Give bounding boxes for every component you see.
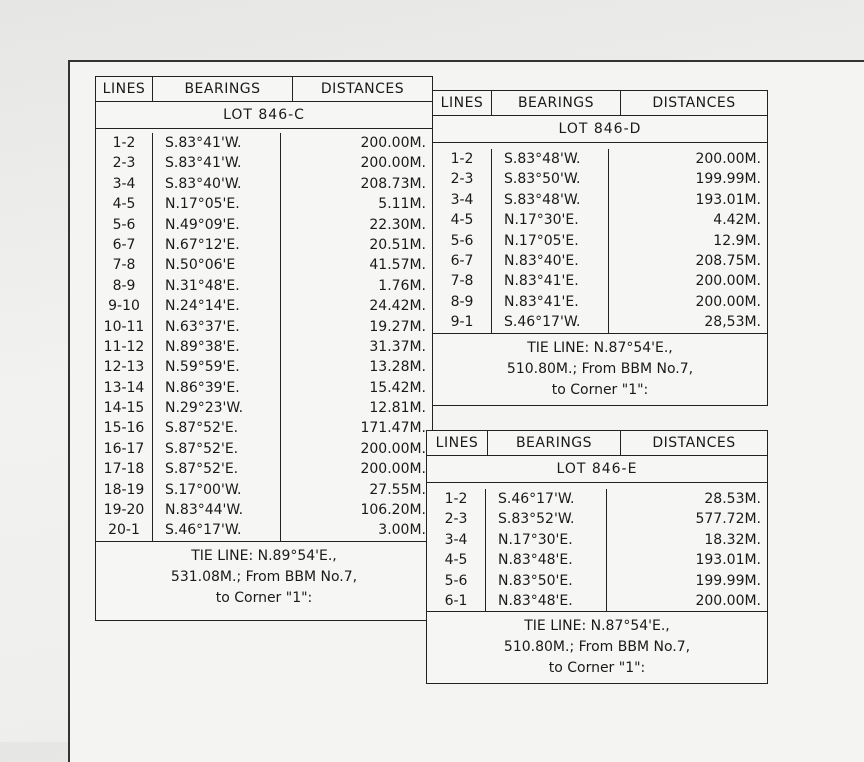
cell: N.83°48'E.: [498, 552, 573, 569]
cell: 200.00M.: [695, 151, 761, 167]
table-body: [433, 143, 767, 333]
cell: 208.75M.: [695, 252, 761, 269]
lines-header: LINES: [433, 91, 492, 115]
bearings-header: BEARINGS: [488, 431, 621, 455]
cell: 6-1: [444, 592, 468, 609]
bearings-column: [492, 149, 609, 333]
cell: 13-14: [103, 379, 145, 396]
cell: 6-7: [450, 252, 474, 269]
cell: 7-8: [450, 273, 474, 290]
cell: 20.51M.: [369, 236, 426, 253]
cell: S.17°00'W.: [165, 481, 242, 498]
cell: 2-3: [444, 511, 468, 528]
cell: 1-2: [444, 491, 468, 507]
cell: 24.42M.: [369, 298, 426, 315]
cell: 5.11M.: [378, 196, 426, 213]
cell: 200.00M.: [360, 461, 426, 478]
tie-line-note: [427, 611, 767, 683]
cell: N.17°30'E.: [504, 212, 579, 229]
cell: N.89°38'E.: [165, 338, 240, 355]
cell: 200.00M.: [695, 592, 761, 609]
lines-column: [96, 133, 153, 541]
cell: 28.53M.: [704, 491, 761, 507]
cell: 200.00M.: [360, 135, 426, 151]
cell: N.83°41'E.: [504, 293, 579, 310]
cell: S.46°17'W.: [498, 491, 575, 507]
cell: 7-8: [112, 257, 136, 274]
cell: N.59°59'E.: [165, 359, 240, 376]
cell: 10-11: [103, 318, 145, 335]
cell: S.83°41'W.: [165, 155, 242, 172]
cell: 11-12: [103, 338, 145, 355]
lines-header: LINES: [96, 77, 153, 101]
lines-column: [433, 149, 492, 333]
lines-header: LINES: [427, 431, 488, 455]
distances-header: DISTANCES: [652, 435, 736, 451]
cell: 12-13: [103, 359, 145, 376]
cell: N.67°12'E.: [165, 236, 240, 253]
cell: 28,53M.: [704, 314, 761, 331]
cell: S.83°40'W.: [165, 175, 242, 192]
cell: 106.20M.: [360, 502, 426, 519]
cell: N.17°05'E.: [165, 196, 240, 213]
cell: 41.57M.: [369, 257, 426, 274]
cell: 5-6: [450, 232, 474, 249]
cell: 12.81M.: [369, 400, 426, 417]
cell: S.87°52'E.: [165, 461, 239, 478]
cell: 2-3: [450, 171, 474, 188]
cell: N.83°50'E.: [498, 572, 573, 589]
cell: to Corner "1":: [551, 381, 649, 398]
cell: 171.47M.: [360, 420, 426, 437]
cell: N.31°48'E.: [165, 277, 240, 294]
cell: 2-3: [112, 155, 136, 172]
cell: 193.01M.: [695, 191, 761, 208]
cell: 17-18: [103, 461, 145, 478]
cell: 4-5: [112, 196, 136, 213]
cell: 510.80M.; From BBM No.7,: [503, 639, 691, 656]
cell: 200.00M.: [695, 293, 761, 310]
cell: 6-7: [112, 236, 136, 253]
cell: N.49°09'E.: [165, 216, 240, 233]
cell: 531.08M.; From BBM No.7,: [170, 568, 358, 585]
cell: 193.01M.: [695, 552, 761, 569]
cell: S.87°52'E.: [165, 420, 239, 437]
cell: 1-2: [112, 135, 136, 151]
cell: 510.80M.; From BBM No.7,: [506, 360, 694, 377]
table-lot-846-d: [432, 90, 768, 406]
cell: N.17°05'E.: [504, 232, 579, 249]
cell: 577.72M.: [695, 511, 761, 528]
cell: 19-20: [103, 502, 145, 519]
cell: 5-6: [112, 216, 136, 233]
lot-title: LOT 846-C: [96, 102, 432, 129]
table-header: [427, 431, 767, 456]
cell: N.83°48'E.: [498, 592, 573, 609]
cell: 12.9M.: [713, 232, 761, 249]
cell: TIE LINE: N.87°54'E.,: [527, 339, 673, 356]
tie-line-note: [433, 333, 767, 405]
cell: 14-15: [103, 400, 145, 417]
bearings-column: [153, 133, 281, 541]
cell: 3-4: [444, 531, 468, 548]
cell: 199.99M.: [695, 171, 761, 188]
cell: 18.32M.: [704, 531, 761, 548]
cell: 1.76M.: [378, 277, 426, 294]
cell: S.46°17'W.: [504, 314, 581, 331]
cell: 1-2: [450, 151, 474, 167]
cell: 200.00M.: [695, 273, 761, 290]
distances-column: [607, 489, 767, 611]
cell: 5-6: [444, 572, 468, 589]
cell: 15-16: [103, 420, 145, 437]
cell: 20-1: [108, 522, 140, 539]
cell: 27.55M.: [369, 481, 426, 498]
cell: 8-9: [450, 293, 474, 310]
cell: S.46°17'W.: [165, 522, 242, 539]
distances-header: DISTANCES: [320, 81, 405, 97]
cell: 4-5: [444, 552, 468, 569]
cell: to Corner "1":: [548, 660, 646, 677]
bearings-header: BEARINGS: [153, 77, 293, 101]
cell: S.83°52'W.: [498, 511, 575, 528]
distances-column: [281, 133, 432, 541]
table-lot-846-c: [95, 76, 433, 621]
cell: N.24°14'E.: [165, 298, 240, 315]
table-body: [427, 483, 767, 611]
bearings-column: [486, 489, 607, 611]
distances-header: DISTANCES: [652, 95, 736, 111]
cell: 15.42M.: [369, 379, 426, 396]
cell: 8-9: [112, 277, 136, 294]
cell: 4-5: [450, 212, 474, 229]
cell: TIE LINE: N.87°54'E.,: [524, 618, 670, 635]
cell: 200.00M.: [360, 440, 426, 457]
cell: 3-4: [112, 175, 136, 192]
cell: 4.42M.: [713, 212, 761, 229]
cell: N.83°40'E.: [504, 252, 579, 269]
cell: 13.28M.: [369, 359, 426, 376]
cell: TIE LINE: N.89°54'E.,: [191, 547, 337, 564]
cell: 199.99M.: [695, 572, 761, 589]
bearings-header: BEARINGS: [492, 91, 621, 115]
cell: N.83°41'E.: [504, 273, 579, 290]
cell: 16-17: [103, 440, 145, 457]
cell: N.83°44'W.: [165, 502, 244, 519]
cell: N.29°23'W.: [165, 400, 244, 417]
distances-column: [609, 149, 767, 333]
cell: 19.27M.: [369, 318, 426, 335]
cell: 3-4: [450, 191, 474, 208]
tie-line-note: [96, 541, 432, 620]
cell: 18-19: [103, 481, 145, 498]
cell: to Corner "1":: [215, 589, 313, 606]
cell: N.63°37'E.: [165, 318, 240, 335]
cell: 31.37M.: [369, 338, 426, 355]
cell: N.86°39'E.: [165, 379, 240, 396]
cell: N.17°30'E.: [498, 531, 573, 548]
table-header: [96, 77, 432, 102]
cell: S.87°52'E.: [165, 440, 239, 457]
lot-title: LOT 846-D: [433, 116, 767, 143]
table-header: [433, 91, 767, 116]
cell: 3.00M.: [378, 522, 426, 539]
cell: 9-1: [450, 314, 474, 331]
table-lot-846-e: [426, 430, 768, 684]
cell: S.83°48'W.: [504, 151, 581, 167]
cell: N.50°06'E: [165, 257, 236, 274]
lot-title: LOT 846-E: [427, 456, 767, 483]
cell: 208.73M.: [360, 175, 426, 192]
cell: S.83°50'W.: [504, 171, 581, 188]
cell: 200.00M.: [360, 155, 426, 172]
cell: 9-10: [108, 298, 140, 315]
cell: 22.30M.: [369, 216, 426, 233]
cell: S.83°48'W.: [504, 191, 581, 208]
cell: S.83°41'W.: [165, 135, 242, 151]
lines-column: [427, 489, 486, 611]
table-body: [96, 129, 432, 541]
